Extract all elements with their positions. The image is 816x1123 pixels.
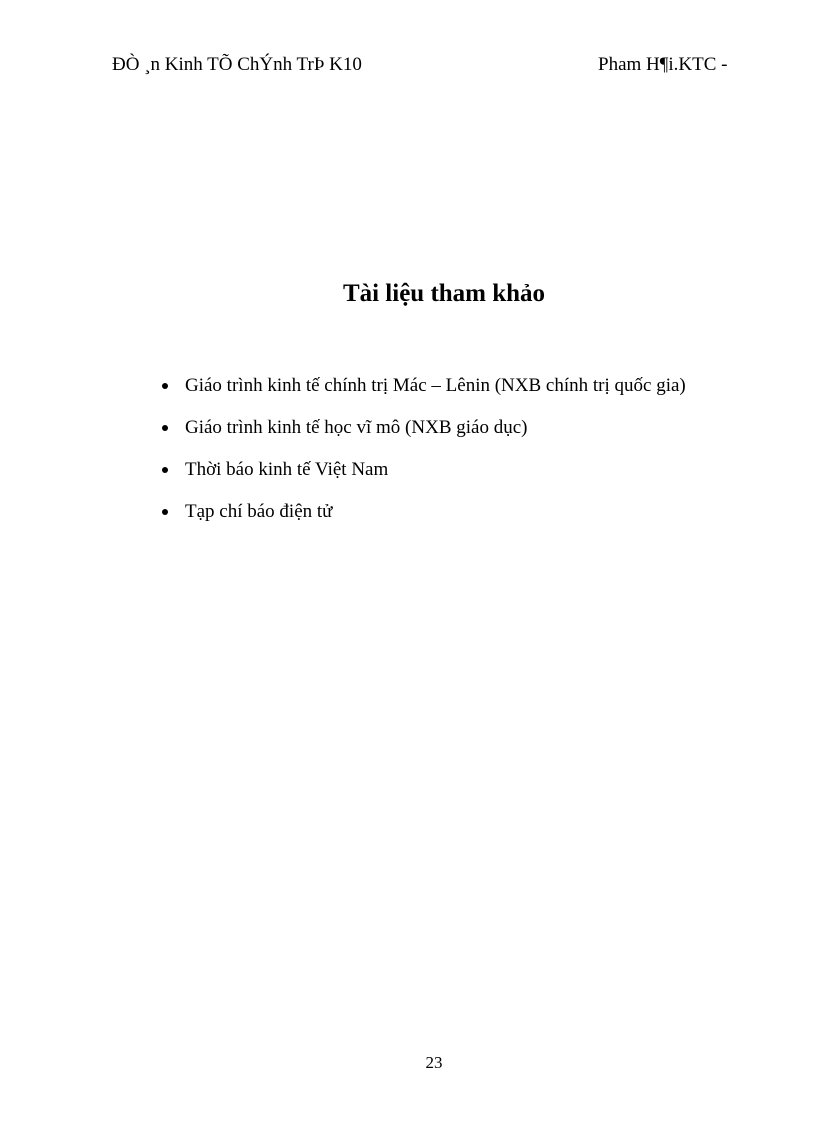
header-left-text: ĐÒ ¸n Kinh TÕ ChÝnh TrÞ K10 <box>112 54 362 75</box>
reference-text: Giáo trình kinh tế học vĩ mô (NXB giáo dục) <box>185 417 528 438</box>
reference-item <box>160 372 760 414</box>
reference-text: Giáo trình kinh tế chính trị Mác – Lênin (NXB chính trị quốc gia) <box>185 375 686 396</box>
bullet-icon <box>162 467 168 473</box>
bullet-icon <box>162 383 168 389</box>
reference-list <box>160 372 760 540</box>
reference-text: Tạp chí báo điện tử <box>185 501 333 522</box>
bullet-icon <box>162 425 168 431</box>
page-title: Tài liệu tham khảo <box>342 280 546 307</box>
bullet-icon <box>162 509 168 515</box>
header-right-text: Pham H¶i.KTC - <box>598 54 728 75</box>
reference-item <box>160 498 760 540</box>
reference-text: Thời báo kinh tế Việt Nam <box>185 459 389 480</box>
reference-item <box>160 414 760 456</box>
reference-item <box>160 456 760 498</box>
page-number: 23 <box>425 1053 443 1072</box>
